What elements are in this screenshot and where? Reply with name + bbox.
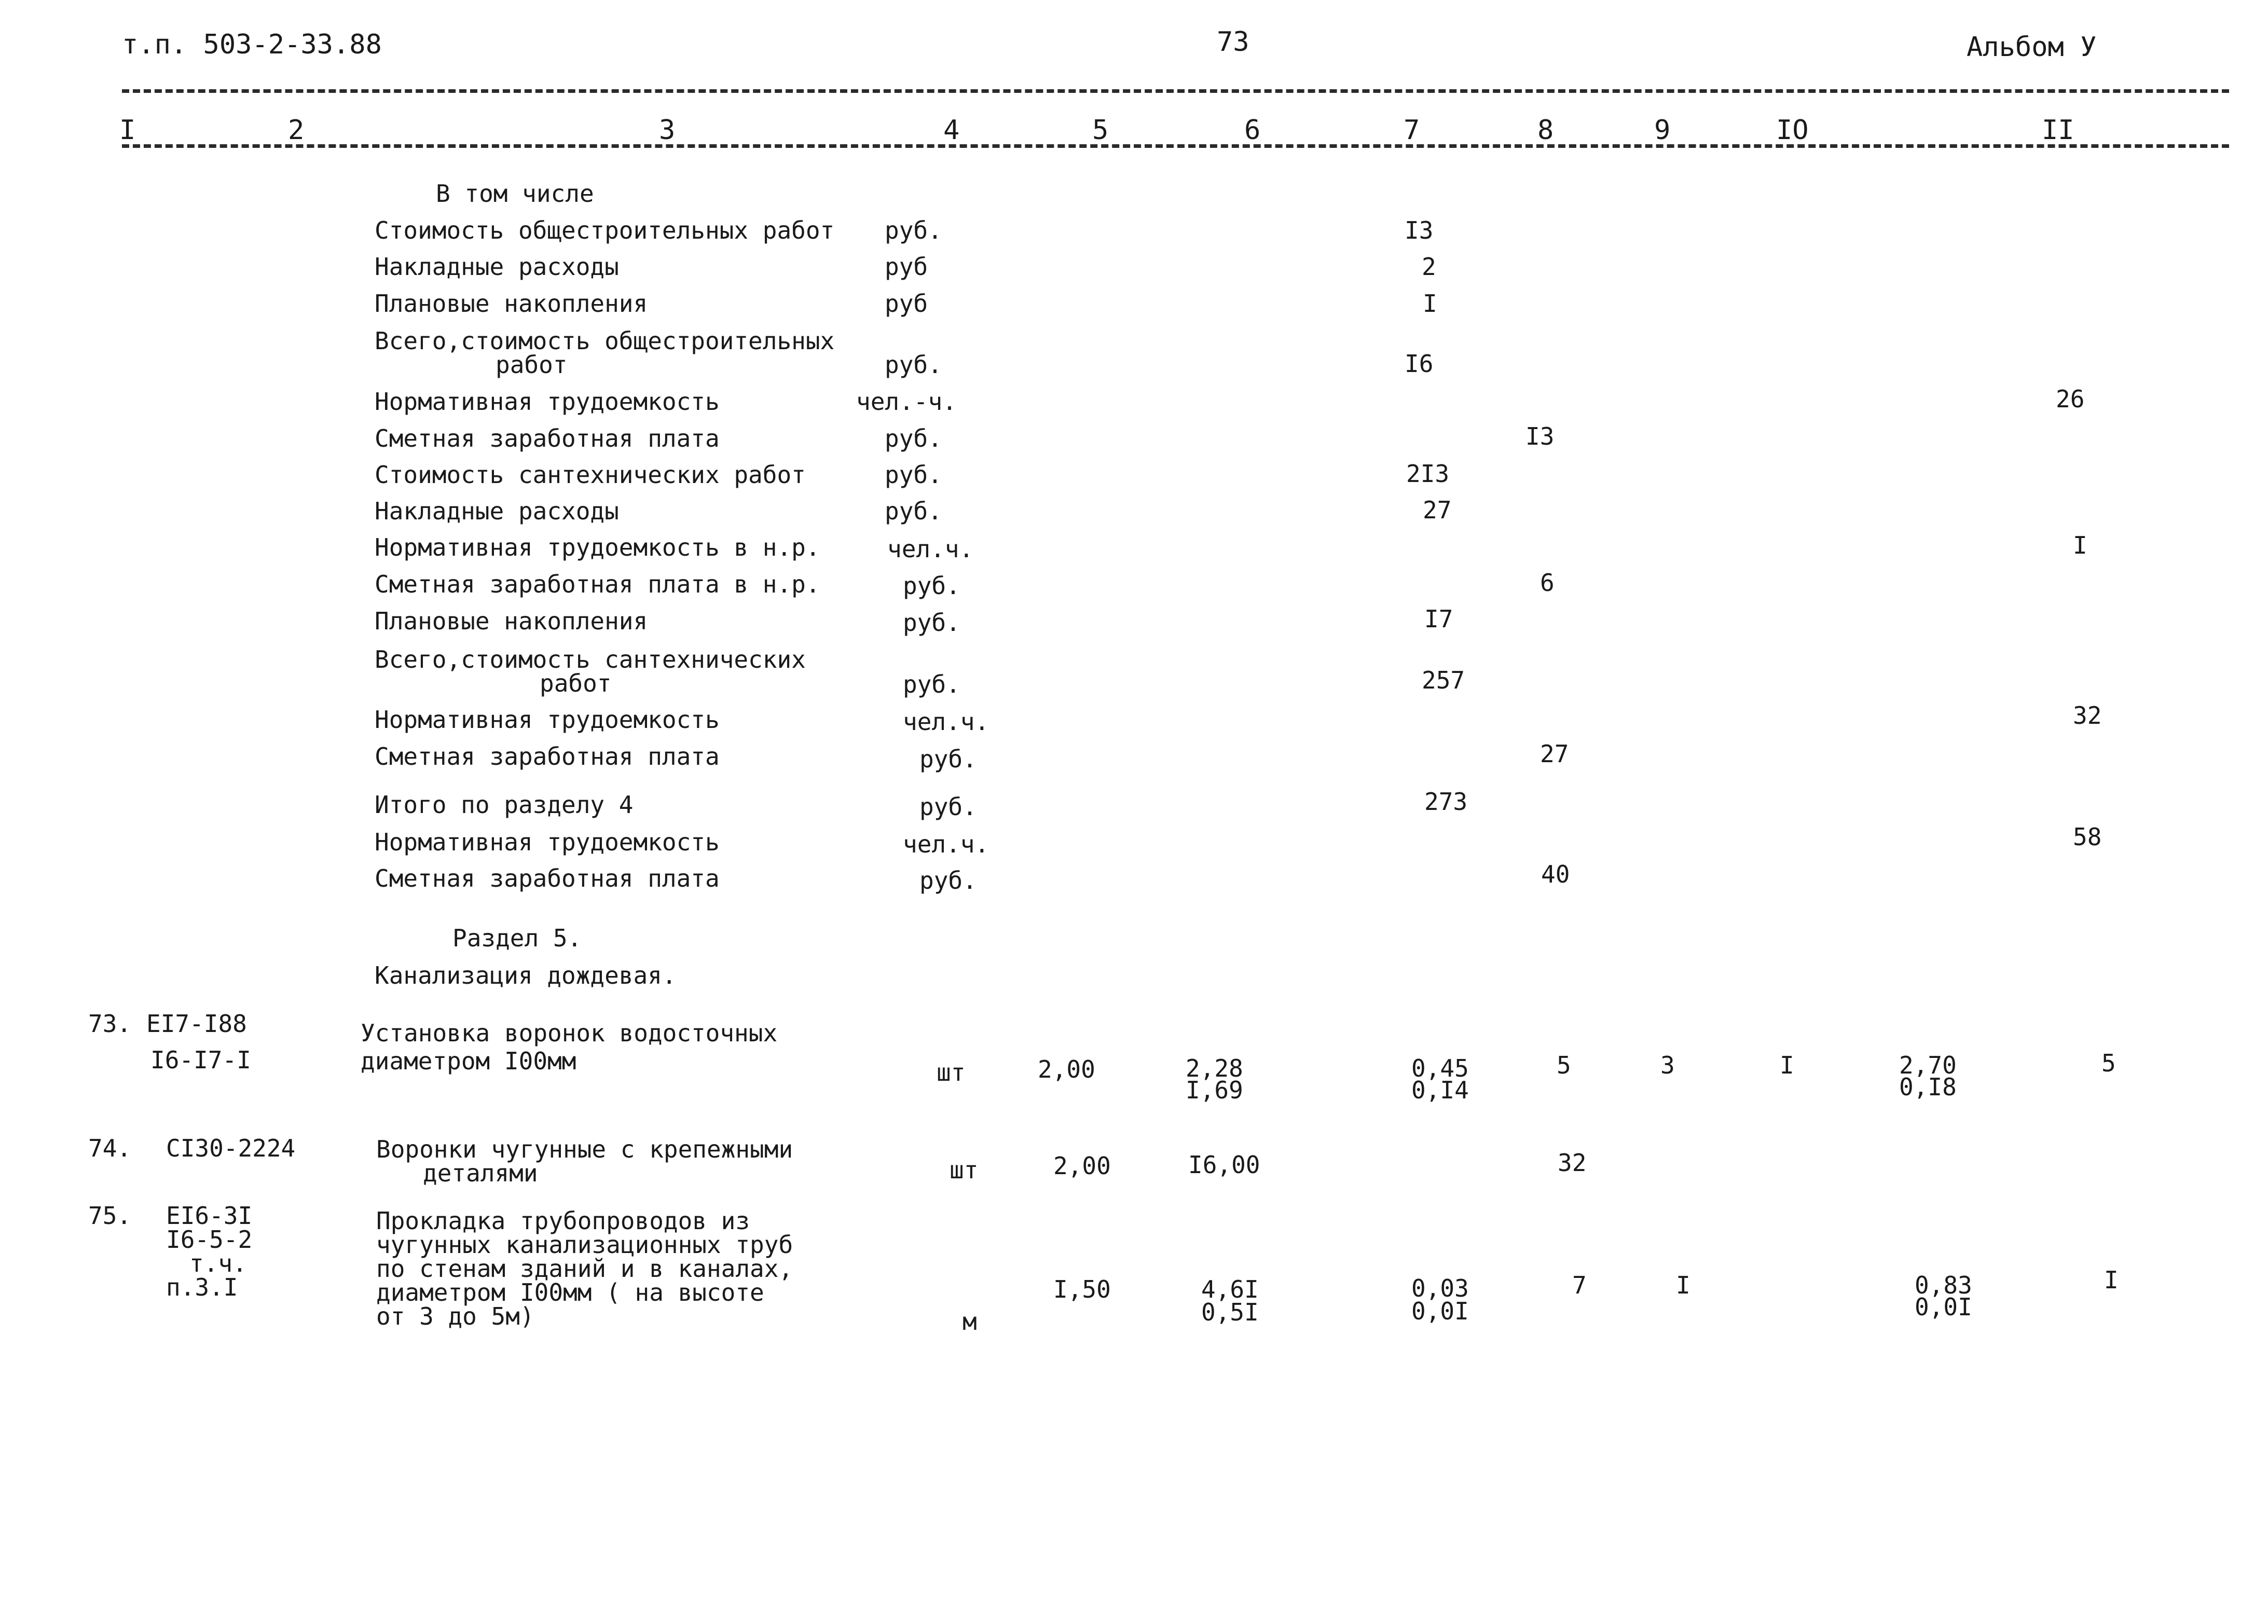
item-code: EI7-I88 xyxy=(146,1010,247,1038)
item-col11: 5 xyxy=(2101,1049,2116,1077)
subtotal-row-label: Нормативная трудоемкость xyxy=(375,388,720,416)
subtotal-row-col7: I6 xyxy=(1405,350,1434,378)
subtotal-row-label: Плановые накопления xyxy=(375,290,648,318)
item-code: п.3.I xyxy=(166,1273,238,1301)
item-description: по стенам зданий и в каналах, xyxy=(376,1255,793,1283)
item-col7: 0,45 xyxy=(1411,1054,1469,1082)
item-description: деталями xyxy=(423,1159,538,1187)
item-col11: I xyxy=(2104,1266,2119,1294)
item-code: I6-I7-I xyxy=(150,1046,251,1074)
section-title: Раздел 5. xyxy=(452,924,582,952)
item-col7: 0,I4 xyxy=(1411,1076,1469,1104)
item-description: Воронки чугунные с крепежными xyxy=(376,1135,793,1163)
subtotal-row-unit: руб. xyxy=(919,793,977,821)
subtotal-row-unit: руб. xyxy=(885,216,942,244)
subtotal-row-unit: руб. xyxy=(919,745,977,773)
subtotal-row-unit: чел.ч. xyxy=(903,830,989,858)
item-description: Установка воронок водосточных xyxy=(361,1019,778,1047)
item-quantity: 2,00 xyxy=(1053,1152,1111,1180)
item-code: т.ч. xyxy=(189,1249,247,1277)
subtotal-row-unit: чел.-ч. xyxy=(856,388,957,416)
item-number: 75. xyxy=(88,1202,132,1230)
subtotal-row-col7: I3 xyxy=(1405,216,1434,244)
subtotal-row-unit: руб. xyxy=(919,866,977,894)
subtotal-row-col7: 2I3 xyxy=(1406,460,1450,488)
item-col10-values: 0,0I xyxy=(1915,1293,1972,1321)
item-col10-values: 0,I8 xyxy=(1899,1073,1957,1101)
subtotal-row-unit: руб. xyxy=(903,609,960,637)
subtotal-row-label: Сметная заработная плата xyxy=(375,424,720,452)
subtotal-row-unit: чел.ч. xyxy=(887,535,974,563)
subtotal-row-label: Накладные расходы xyxy=(375,253,619,281)
item-unit: м xyxy=(963,1308,977,1336)
item-code: EI6-3I xyxy=(166,1202,253,1230)
subtotal-row-label: Накладные расходы xyxy=(375,497,619,525)
column-number: 4 xyxy=(943,115,960,146)
item-col7: 0,0I xyxy=(1411,1297,1469,1325)
subtotal-row-unit: руб. xyxy=(903,670,960,698)
subtotal-row-label: Нормативная трудоемкость xyxy=(375,706,720,734)
header-divider xyxy=(122,89,2229,93)
item-col9: I xyxy=(1676,1271,1690,1299)
column-number: 2 xyxy=(288,115,305,146)
item-unit-price: 2,28 xyxy=(1186,1054,1243,1082)
subtotal-row-unit: руб. xyxy=(885,497,942,525)
item-unit: шт xyxy=(950,1156,979,1184)
subtotal-row-label: Стоимость общестроительных работ xyxy=(375,216,835,244)
subtotal-row-unit: руб. xyxy=(903,572,960,600)
subtotal-row-col8: 40 xyxy=(1541,860,1570,888)
item-unit-price: I6,00 xyxy=(1188,1151,1260,1179)
item-col10: I xyxy=(1780,1051,1794,1079)
subtotal-row-unit: руб xyxy=(885,290,928,318)
item-unit: шт xyxy=(937,1058,966,1086)
item-col8: 5 xyxy=(1557,1051,1571,1079)
subtotal-row-label: Сметная заработная плата xyxy=(375,864,720,892)
item-unit-price: I,69 xyxy=(1186,1076,1243,1104)
item-description: от 3 до 5м) xyxy=(376,1302,534,1330)
item-unit-price: 4,6I xyxy=(1201,1275,1259,1303)
subtotal-row-col11: I xyxy=(2073,531,2087,559)
subtotal-row-label: Сметная заработная плата xyxy=(375,742,720,770)
item-quantity: I,50 xyxy=(1053,1275,1111,1303)
column-number: 9 xyxy=(1654,115,1671,146)
item-col7: 0,03 xyxy=(1411,1274,1469,1302)
item-description: диаметром I00мм ( на высоте xyxy=(376,1278,764,1306)
subtotal-row-unit: руб. xyxy=(885,424,942,452)
subtotal-row-col8: I3 xyxy=(1525,422,1555,450)
subtotal-row-col8: 6 xyxy=(1540,569,1555,597)
subtotal-row-label: Нормативная трудоемкость xyxy=(375,828,720,856)
page-number: 73 xyxy=(1217,26,1249,58)
subtotal-row-label: Всего,стоимость общестроительных xyxy=(375,327,835,355)
item-description: диаметром I00мм xyxy=(361,1047,576,1075)
subtotal-row-col11: 32 xyxy=(2073,701,2102,730)
subtotal-row-label: Стоимость сантехнических работ xyxy=(375,461,806,489)
subtotal-row-col8: 27 xyxy=(1540,740,1569,768)
column-row-underline xyxy=(122,144,2229,148)
item-number: 73. xyxy=(88,1010,132,1038)
item-code: CI30-2224 xyxy=(166,1134,296,1162)
subtotal-row-unit: руб. xyxy=(885,351,942,379)
subtotal-row-unit: руб. xyxy=(885,461,942,489)
subtotal-row-label: Нормативная трудоемкость в н.р. xyxy=(375,533,820,561)
item-quantity: 2,00 xyxy=(1038,1055,1095,1083)
subtotal-row-unit: чел.ч. xyxy=(903,708,989,736)
column-number: 8 xyxy=(1537,115,1554,146)
subtotal-row-col7: 257 xyxy=(1422,666,1465,694)
subtotal-row-col11: 26 xyxy=(2056,385,2085,413)
column-number: 6 xyxy=(1244,115,1261,146)
subtotal-row-col7: 27 xyxy=(1423,496,1452,524)
item-unit-price: 0,5I xyxy=(1201,1298,1259,1326)
doc-code: т.п. 503-2-33.88 xyxy=(122,29,382,60)
item-col10-values: 2,70 xyxy=(1899,1051,1957,1079)
item-col9: 3 xyxy=(1660,1051,1675,1079)
subtotal-row-label-cont: работ xyxy=(540,669,612,697)
section-subtitle: Канализация дождевая. xyxy=(375,961,677,989)
subtotal-row-label: Сметная заработная плата в н.р. xyxy=(375,570,820,598)
item-col10-values: 0,83 xyxy=(1915,1271,1972,1299)
subtotal-row-col7: 273 xyxy=(1424,788,1468,816)
column-number: 3 xyxy=(659,115,676,146)
subtotal-row-label: Итого по разделу 4 xyxy=(375,791,634,819)
item-col8: 7 xyxy=(1572,1271,1587,1299)
column-number: II xyxy=(2042,115,2074,146)
item-description: Прокладка трубопроводов из xyxy=(376,1207,750,1235)
item-col8: 32 xyxy=(1558,1149,1587,1177)
subtotal-row-col11: 58 xyxy=(2073,823,2102,851)
item-code: I6-5-2 xyxy=(166,1226,253,1254)
subtotal-row-col7: I7 xyxy=(1424,605,1453,633)
subtotal-row-unit: руб xyxy=(885,253,928,281)
subtotal-heading: В том числе xyxy=(436,180,594,208)
item-description: чугунных канализационных труб xyxy=(376,1231,793,1259)
album-label: Альбом У xyxy=(1967,32,2097,63)
subtotal-row-label-cont: работ xyxy=(496,351,568,379)
column-number: I xyxy=(119,115,136,146)
column-number: IO xyxy=(1776,115,1809,146)
subtotal-row-col7: 2 xyxy=(1422,253,1436,281)
subtotal-row-col7: I xyxy=(1423,290,1437,318)
column-number: 7 xyxy=(1404,115,1420,146)
item-number: 74. xyxy=(88,1134,132,1162)
column-number: 5 xyxy=(1092,115,1109,146)
subtotal-row-label: Всего,стоимость сантехнических xyxy=(375,645,806,673)
subtotal-row-label: Плановые накопления xyxy=(375,607,648,635)
